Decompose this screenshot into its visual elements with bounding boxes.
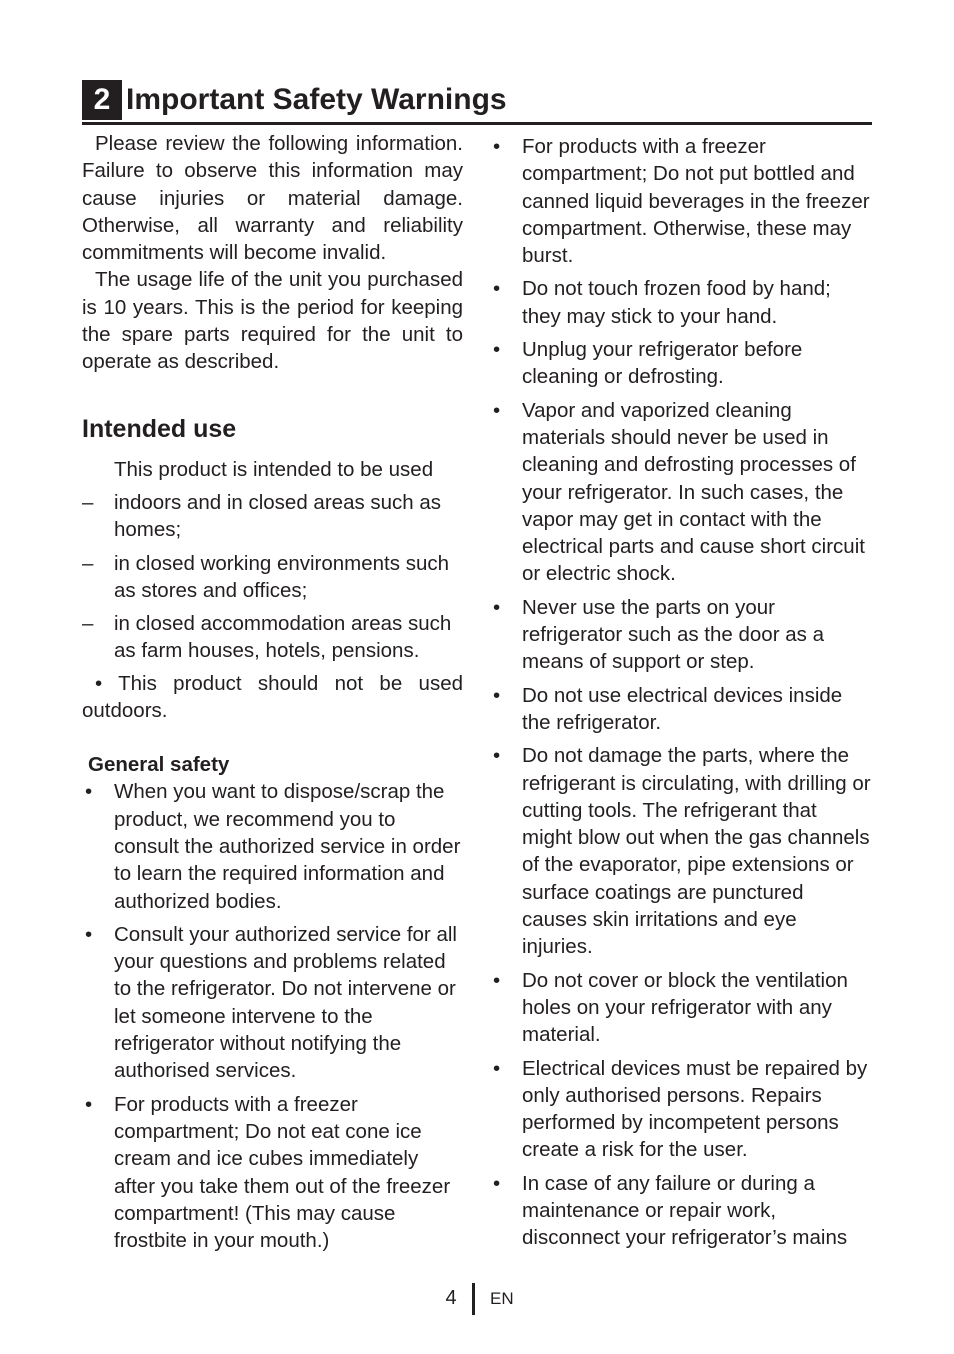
list-item xyxy=(82,489,463,544)
list-item xyxy=(82,921,463,1085)
bullet-marker: • xyxy=(493,744,501,768)
list-item-text: Do not use electrical devices inside the refrigerator. xyxy=(522,683,843,734)
bullet-marker: • xyxy=(493,968,501,992)
list-item-text: Do not touch frozen food by hand; they may stick to your hand. xyxy=(522,277,831,328)
section-title: Important Safety Warnings xyxy=(126,83,507,116)
bullet-marker: • xyxy=(493,135,501,158)
dash-marker: – xyxy=(82,551,94,575)
bullet-marker: • xyxy=(493,398,501,422)
bullet-marker: • xyxy=(493,683,501,707)
section-number: 2 xyxy=(82,80,122,120)
intended-use-heading: Intended use xyxy=(82,414,237,443)
list-item-text: Unplug your refrigerator before cleaning or defrosting. xyxy=(522,338,803,389)
bullet-marker: • xyxy=(85,780,93,804)
bullet-marker: • xyxy=(493,277,501,301)
list-item xyxy=(490,133,872,269)
right-column xyxy=(490,133,872,1252)
list-item xyxy=(82,1091,463,1255)
bullet-marker: • xyxy=(493,595,501,619)
left-column xyxy=(82,130,463,1254)
outdoor-note: • This product should not be used outdoors. xyxy=(82,671,463,723)
intro-paragraph: The usage life of the unit you purchased is 10 years. This is the period for keeping the spare parts required for the unit to operate as described. xyxy=(82,268,463,374)
bullet-marker: • xyxy=(493,1171,501,1195)
list-item-text: Do not damage the parts, where the refrigerant is circulating, with drilling or cutting tools. The refrigerant that might blow out when the gas channels of the evaporator, pipe extensions or surface coatings are punctured causes skin irritations and eye injuries. xyxy=(522,744,871,959)
list-item xyxy=(490,1055,872,1164)
list-item xyxy=(490,594,872,676)
page-number: 4 xyxy=(445,1287,457,1309)
list-item xyxy=(82,778,463,914)
list-item xyxy=(490,397,872,588)
list-item xyxy=(490,967,872,1049)
list-item-text: Do not cover or block the ventilation holes on your refrigerator with any material. xyxy=(522,968,848,1047)
list-item-text: For products with a freezer compartment; Do not eat cone ice cream and ice cubes immediately after you take them out of the freezer compartment! (This may cause frostbite in your mouth.) xyxy=(114,1092,451,1253)
language-code: EN xyxy=(490,1289,514,1308)
list-item xyxy=(490,742,872,960)
bullet-marker: • xyxy=(85,1092,93,1116)
footer-divider xyxy=(472,1283,475,1315)
list-item-text: Vapor and vaporized cleaning materials should never be used in cleaning and defrosting processes of your refrigerator. In such cases, the vapor may get in contact with the electrical parts and cause short circuit or electric shock. xyxy=(522,398,865,586)
list-item xyxy=(82,610,463,665)
list-item xyxy=(490,1170,872,1252)
list-item-text: in closed accommodation areas such as farm houses, hotels, pensions. xyxy=(114,612,452,663)
list-item-text: When you want to dispose/scrap the product, we recommend you to consult the authorized service in order to learn the required information and authorized bodies. xyxy=(114,780,461,913)
list-item xyxy=(82,550,463,605)
list-item xyxy=(490,275,872,330)
list-item-text: Consult your authorized service for all your questions and problems related to the refrigerator. Do not intervene or let someone intervene to the refrigerator without notifying the authorised services. xyxy=(114,922,457,1083)
bullet-marker: • xyxy=(493,338,501,362)
list-item-text: indoors and in closed areas such as homes; xyxy=(114,490,442,542)
dash-marker: – xyxy=(82,490,94,514)
list-item-text: In case of any failure or during a maintenance or repair work, disconnect your refrigerator’s mains xyxy=(522,1171,848,1250)
list-item-text: Never use the parts on your refrigerator such as the door as a means of support or step. xyxy=(522,595,824,674)
list-item-text: Electrical devices must be repaired by only authorised persons. Repairs performed by incompetent persons create a risk for the user. xyxy=(522,1056,868,1162)
list-item-text: For products with a freezer compartment; Do not put bottled and canned liquid beverages in the freezer compartment. Otherwise, these may burst. xyxy=(522,135,870,268)
list-item-text: in closed working environments such as stores and offices; xyxy=(114,551,449,602)
section-header xyxy=(82,80,872,125)
dash-marker: – xyxy=(82,612,94,636)
general-safety-heading: General safety xyxy=(88,753,230,777)
bullet-marker: • xyxy=(493,1056,501,1080)
intro-paragraph: Please review the following information. Failure to observe this information may cause injuries or material damage. Otherwise, all warranty and reliability commitments will become invalid. xyxy=(82,132,463,265)
bullet-marker: • xyxy=(85,922,93,946)
intended-use-lead: This product is intended to be used xyxy=(114,457,434,481)
list-item xyxy=(490,682,872,737)
list-item xyxy=(490,336,872,391)
